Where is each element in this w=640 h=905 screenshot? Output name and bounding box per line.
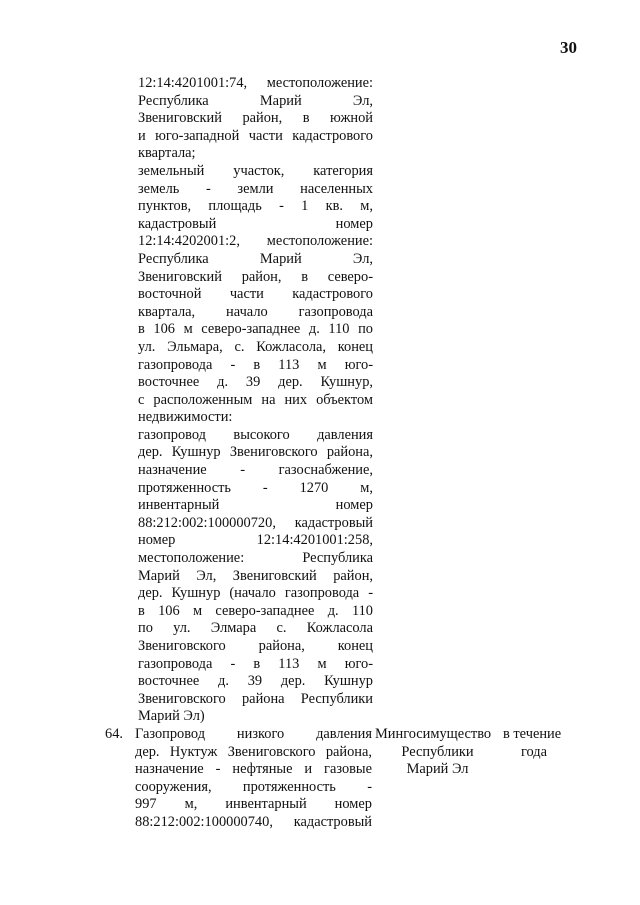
text-line: в 106 м северо-западнее д. 110 по bbox=[138, 321, 373, 338]
text-line: Марий Эл bbox=[406, 761, 469, 778]
text-line: газопровода - в 113 м юго- bbox=[138, 356, 373, 373]
text-line: Республика Марий Эл, bbox=[138, 92, 373, 109]
text-line: номер 12:14:4201001:258, bbox=[138, 532, 373, 549]
text-line: Звениговского района Республики bbox=[138, 690, 373, 707]
text-line: восточной части кадастрового bbox=[138, 286, 373, 303]
text-line: в течение bbox=[503, 726, 562, 742]
text-line: 12:14:4201001:74, местоположение: bbox=[138, 75, 373, 91]
text-line: дер. Кушнур (начало газопровода - bbox=[138, 585, 373, 602]
text-line: назначение - газоснабжение, bbox=[138, 462, 373, 479]
text-line: Газопровод низкого давления bbox=[135, 726, 372, 742]
text-line: газопровода - в 113 м юго- bbox=[138, 655, 373, 672]
text-line: местоположение: Республика bbox=[138, 550, 373, 567]
text-line: квартала; bbox=[138, 145, 196, 162]
text-line: земельный участок, категория bbox=[138, 162, 373, 179]
text-line: дер. Нуктуж Звениговского района, bbox=[135, 743, 372, 760]
text-line: квартала, начало газопровода bbox=[138, 303, 373, 320]
row-responsible bbox=[375, 726, 500, 779]
text-line: 88:212:002:100000740, кадастровый bbox=[135, 813, 372, 830]
text-line: Республика Марий Эл, bbox=[138, 250, 373, 267]
text-line: назначение - нефтяные и газовые bbox=[135, 761, 372, 778]
text-line: восточнее д. 39 дер. Кушнур bbox=[138, 673, 373, 690]
text-line: ул. Эльмара, с. Кожласола, конец bbox=[138, 338, 373, 355]
page-number: 30 bbox=[560, 38, 577, 57]
text-line: года bbox=[520, 743, 548, 760]
text-line: Звениговского района, конец bbox=[138, 638, 373, 654]
text-line: 88:212:002:100000720, кадастровый bbox=[138, 514, 373, 531]
text-line: протяженность - 1270 м, bbox=[138, 479, 373, 496]
text-line: и юго-западной части кадастрового bbox=[138, 127, 373, 144]
text-line: с расположенным на них объектом bbox=[138, 391, 373, 408]
text-line: восточнее д. 39 дер. Кушнур, bbox=[138, 374, 373, 391]
text-line: Марий Эл, Звениговский район, bbox=[138, 567, 373, 584]
text-line: по ул. Элмара с. Кожласола bbox=[138, 620, 373, 637]
row-description bbox=[135, 726, 372, 832]
text-line: пунктов, площадь - 1 кв. м, bbox=[138, 198, 373, 215]
text-line: инвентарный номер bbox=[138, 497, 373, 514]
text-line: газопровод высокого давления bbox=[138, 426, 373, 443]
text-line: 12:14:4202001:2, местоположение: bbox=[138, 233, 373, 250]
text-line: Республики bbox=[401, 743, 474, 760]
text-line: Звениговский район, в северо- bbox=[138, 268, 373, 285]
text-line: Марий Эл) bbox=[138, 708, 205, 725]
text-line: кадастровый номер bbox=[138, 215, 373, 232]
text-line: дер. Кушнур Звениговского района, bbox=[138, 444, 373, 461]
text-line: земель - земли населенных bbox=[138, 180, 373, 197]
text-line: сооружения, протяженность - bbox=[135, 778, 372, 795]
continued-property-description bbox=[138, 75, 373, 726]
text-line: Мингосимущество bbox=[375, 726, 492, 742]
text-line: Звениговский район, в южной bbox=[138, 110, 373, 127]
text-line: в 106 м северо-западнее д. 110 bbox=[138, 602, 373, 619]
row-deadline bbox=[503, 726, 565, 761]
text-line: 997 м, инвентарный номер bbox=[135, 796, 372, 813]
text-line: недвижимости: bbox=[138, 409, 233, 426]
row-number: 64. bbox=[105, 726, 123, 742]
